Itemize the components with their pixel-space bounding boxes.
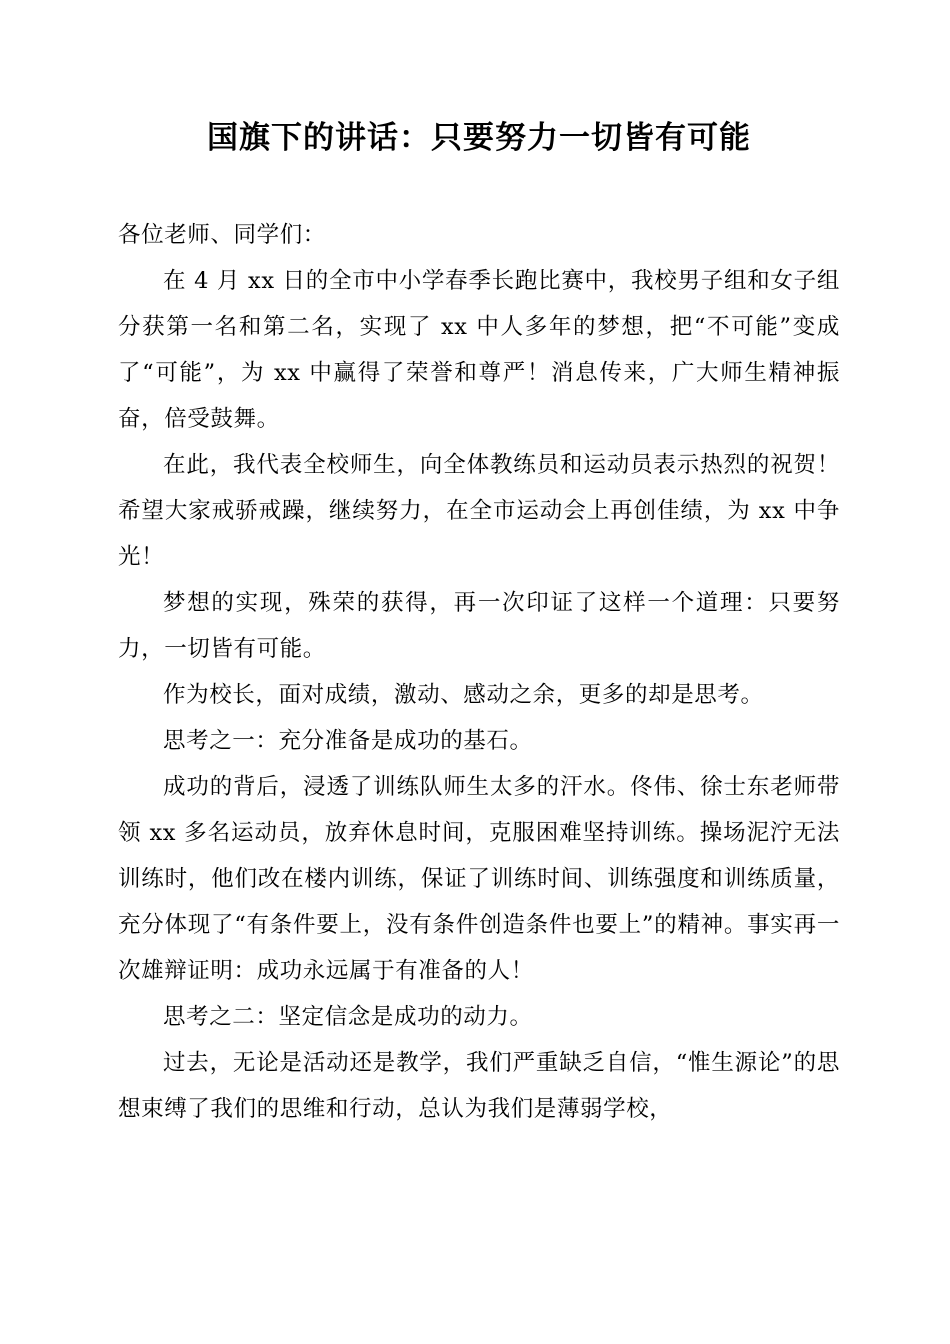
paragraph-1: 在 4 月 xx 日的全市中小学春季长跑比赛中，我校男子组和女子组分获第一名和第二名，实现了 xx 中人多年的梦想，把“不可能”变成了“可能”，为 xx 中赢得了荣誉和尊严！消息传来，广大师生精神振奋，倍受鼓舞。	[118, 267, 840, 432]
paragraph-4: 作为校长，面对成绩，激动、感动之余，更多的却是思考。	[163, 681, 764, 708]
page-title: 国旗下的讲话：只要努力一切皆有可能	[207, 120, 751, 156]
paragraph-7: 思考之二：坚定信念是成功的动力。	[163, 1003, 533, 1030]
document-body	[118, 212, 840, 1132]
paragraph-6: 成功的背后，浸透了训练队师生太多的汗水。佟伟、徐士东老师带领 xx 多名运动员，放弃休息时间，克服困难坚持训练。操场泥泞无法训练时，他们改在楼内训练，保证了训练时间、训练强度和训练质量，充分体现了“有条件要上，没有条件创造条件也要上”的精神。事实再一次雄辩证明：成功永远属于有准备的人！	[118, 773, 840, 984]
paragraph-2: 在此，我代表全校师生，向全体教练员和运动员表示热烈的祝贺！希望大家戒骄戒躁，继续努力，在全市运动会上再创佳绩，为 xx 中争光！	[118, 451, 840, 570]
paragraph-5: 思考之一：充分准备是成功的基石。	[163, 727, 533, 754]
paragraph-salutation: 各位老师、同学们：	[118, 221, 326, 248]
paragraph-8: 过去，无论是活动还是教学，我们严重缺乏自信，“惟生源论”的思想束缚了我们的思维和行动，总认为我们是薄弱学校，	[118, 1049, 840, 1122]
paragraph-3: 梦想的实现，殊荣的获得，再一次印证了这样一个道理：只要努力，一切皆有可能。	[118, 589, 840, 662]
